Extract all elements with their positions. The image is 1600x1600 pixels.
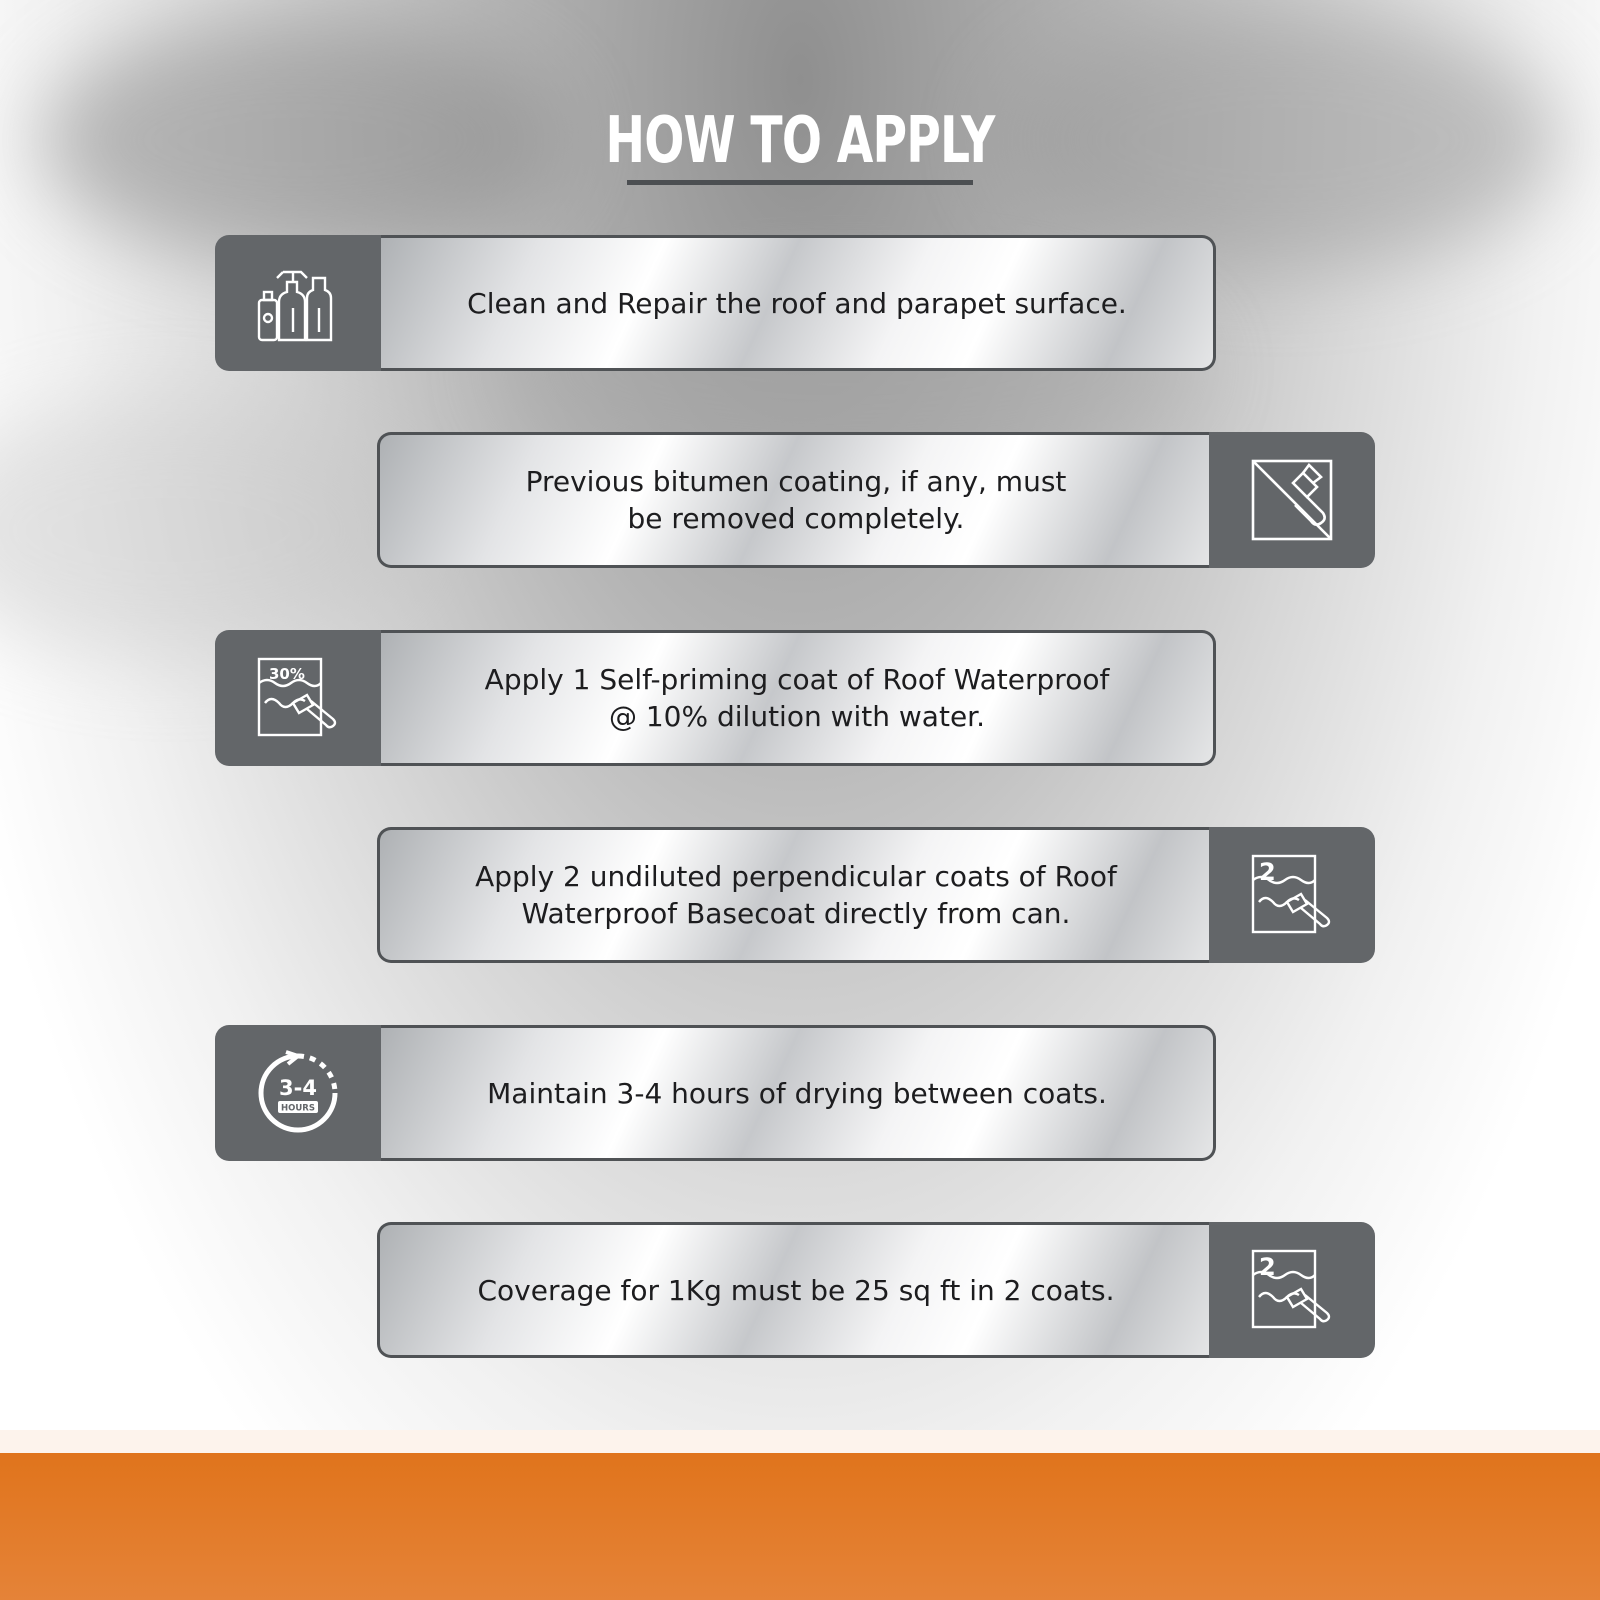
step-6: [377, 1222, 1375, 1358]
step-3-text: Apply 1 Self-priming coat of Roof Waterproof @ 10% dilution with water.: [484, 663, 1110, 733]
step-4-icon-panel: [1209, 827, 1375, 963]
svg-text:HOURS: HOURS: [281, 1103, 315, 1114]
two-coats-brush-icon: [1247, 850, 1337, 940]
cleaning-bottles-icon: [253, 258, 343, 348]
step-2-text: Previous bitumen coating, if any, must be removed completely.: [525, 465, 1067, 535]
scraper-icon: [1249, 457, 1335, 543]
step-5-text-plate: [381, 1025, 1216, 1161]
title-underline: [627, 180, 973, 185]
step-6-icon-panel: [1209, 1222, 1375, 1358]
background-cloud: [0, 400, 420, 660]
svg-text:2: 2: [1259, 1253, 1276, 1281]
svg-text:3-4: 3-4: [279, 1076, 317, 1100]
step-3-icon-panel: [215, 630, 381, 766]
step-4: [377, 827, 1375, 963]
step-5: [215, 1025, 1213, 1161]
two-coats-brush-icon: [1247, 1245, 1337, 1335]
step-5-text: Maintain 3-4 hours of drying between coats.: [487, 1076, 1107, 1110]
step-4-text: Apply 2 undiluted perpendicular coats of Roof Waterproof Basecoat directly from can.: [475, 860, 1117, 930]
bottom-divider: [0, 1430, 1600, 1453]
dilution-brush-icon: [253, 653, 343, 743]
drying-timer-icon: [253, 1048, 343, 1138]
bottom-accent-band: [0, 1453, 1600, 1600]
step-1: [215, 235, 1213, 371]
step-3: [215, 630, 1213, 766]
step-6-text-plate: [377, 1222, 1212, 1358]
step-1-icon-panel: [215, 235, 381, 371]
svg-text:30%: 30%: [269, 665, 305, 683]
step-2: [377, 432, 1375, 568]
step-2-text-plate: [377, 432, 1212, 568]
step-3-text-plate: [381, 630, 1216, 766]
step-1-text-plate: [381, 235, 1216, 371]
svg-text:2: 2: [1259, 858, 1276, 886]
step-2-icon-panel: [1209, 432, 1375, 568]
step-1-text: Clean and Repair the roof and parapet surface.: [467, 286, 1127, 320]
step-5-icon-panel: [215, 1025, 381, 1161]
page-title: HOW TO APPLY: [605, 104, 995, 178]
step-6-text: Coverage for 1Kg must be 25 sq ft in 2 coats.: [477, 1273, 1115, 1307]
step-4-text-plate: [377, 827, 1212, 963]
